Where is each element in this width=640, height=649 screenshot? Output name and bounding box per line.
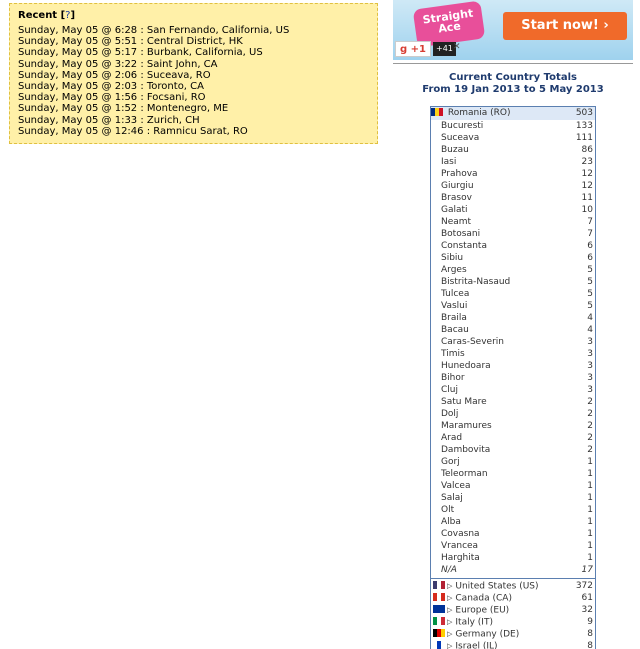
region-count: 11 [581,193,593,203]
region-count: 3 [587,337,593,347]
region-count: 5 [587,265,593,275]
country-count: 9 [587,617,593,627]
region-row [431,492,595,504]
region-row [431,444,595,456]
recent-help-link[interactable]: ? [65,10,71,21]
region-count: 1 [587,541,593,551]
recent-item: Sunday, May 05 @ 5:51 : Central District, HK [18,36,243,48]
country-row[interactable] [431,640,595,649]
flag-icon [433,593,445,601]
region-name: Bacau [441,325,469,335]
country-row[interactable] [431,604,595,616]
region-name: Braila [441,313,467,323]
recent-title-text: Recent [18,10,58,21]
region-row [431,564,595,576]
region-count: 1 [587,481,593,491]
country-name: Canada (CA) [455,593,512,604]
region-count: 23 [581,157,593,167]
region-count: 4 [587,325,593,335]
region-count: 10 [581,205,593,215]
expand-arrow-icon[interactable]: ▷ [447,582,453,590]
region-row [431,480,595,492]
country-row[interactable] [431,628,595,640]
region-count: 7 [587,229,593,239]
country-name: Romania (RO) [447,108,511,118]
region-name: Sibiu [441,253,464,263]
region-name: Caras-Severin [441,337,504,347]
region-row [431,300,595,312]
region-name: Cluj [441,385,458,395]
country-name: United States (US) [455,581,539,592]
recent-panel [9,3,378,144]
region-row [431,240,595,252]
country-list [431,580,595,649]
region-name: Botosani [441,229,481,239]
region-name: Neamt [441,217,472,227]
region-row [431,408,595,420]
region-row [431,204,595,216]
region-row [431,432,595,444]
region-count: 3 [587,373,593,383]
region-name: Arges [441,265,467,275]
gplus-button[interactable]: g +1 [395,41,431,57]
region-name: Teleorman [441,469,488,479]
region-name: Suceava [441,133,480,143]
region-name: Dolj [441,409,459,419]
region-count: 6 [587,253,593,263]
expand-arrow-icon[interactable]: ▷ [447,594,453,602]
country-row-romania[interactable] [431,107,595,120]
region-row [431,132,595,144]
region-row [431,516,595,528]
region-count: 12 [581,181,593,191]
country-totals-table [430,106,596,649]
gplus-count: +41 [433,42,456,56]
region-name: Vrancea [441,541,479,551]
region-name: N/A [441,565,457,575]
region-name: Iasi [441,157,457,167]
region-count: 1 [587,469,593,479]
region-count: 5 [587,277,593,287]
region-row [431,384,595,396]
ad-brand-logo: Straight Ace [413,0,486,47]
totals-range: From 19 Jan 2013 to 5 May 2013 [422,84,604,95]
region-row [431,360,595,372]
recent-item: Sunday, May 05 @ 2:03 : Toronto, CA [18,81,204,93]
region-row [431,264,595,276]
region-count: 2 [587,433,593,443]
country-count: 503 [575,108,593,118]
recent-item: Sunday, May 05 @ 6:28 : San Fernando, California, US [18,25,290,36]
country-row[interactable] [431,580,595,592]
ad-banner[interactable] [393,0,633,60]
region-row [431,348,595,360]
region-row [431,252,595,264]
country-name: Italy (IT) [455,617,493,628]
region-name: Bistrita-Nasaud [441,277,511,287]
region-name: Arad [441,433,463,443]
region-count: 111 [575,133,593,143]
region-name: Covasna [441,529,480,539]
region-count: 1 [587,457,593,467]
region-count: 5 [587,289,593,299]
flag-icon [433,629,445,637]
region-name: Giurgiu [441,181,474,191]
country-count: 8 [587,641,593,649]
divider [393,63,633,64]
flag-icon [433,581,445,589]
flag-icon [433,617,445,625]
region-count: 3 [587,349,593,359]
country-name: Germany (DE) [455,629,520,640]
region-name: Bucuresti [441,121,484,131]
region-count: 6 [587,241,593,251]
region-name: Harghita [441,553,480,563]
region-name: Buzau [441,145,469,155]
divider [431,578,595,579]
region-count: 1 [587,505,593,515]
country-name: Israel (IL) [455,641,498,649]
region-row [431,144,595,156]
recent-item: Sunday, May 05 @ 1:56 : Focsani, RO [18,92,206,104]
region-row [431,120,595,132]
flag-icon [433,641,445,649]
region-name: Constanta [441,241,487,251]
region-name: Olt [441,505,455,515]
region-name: Bihor [441,373,465,383]
region-count: 5 [587,301,593,311]
expand-arrow-icon[interactable]: ▷ [447,618,453,626]
region-row [431,288,595,300]
country-count: 32 [581,605,593,615]
region-name: Satu Mare [441,397,487,407]
country-count: 372 [575,581,593,591]
region-row [431,276,595,288]
expand-arrow-icon[interactable]: ▷ [447,630,453,638]
ad-social [395,40,456,58]
region-count: 1 [587,517,593,527]
region-name: Hunedoara [441,361,491,371]
region-row [431,540,595,552]
recent-title: Recent [?] [18,10,76,21]
flag-icon [433,605,445,613]
recent-item: Sunday, May 05 @ 5:17 : Burbank, California, US [18,47,263,59]
recent-item: Sunday, May 05 @ 3:22 : Saint John, CA [18,58,218,70]
region-count: 17 [581,565,593,575]
region-name: Gorj [441,457,460,467]
region-row [431,324,595,336]
region-row [431,156,595,168]
region-row [431,420,595,432]
region-count: 2 [587,409,593,419]
region-row [431,216,595,228]
recent-item: Sunday, May 05 @ 1:52 : Montenegro, ME [18,103,229,115]
romania-flag-icon [431,108,443,116]
totals-title: Current Country Totals [449,72,577,83]
region-name: Salaj [441,493,463,503]
country-name: Europe (EU) [455,605,510,616]
country-count: 61 [581,593,593,603]
region-name: Dambovita [441,445,491,455]
region-count: 7 [587,217,593,227]
region-row [431,168,595,180]
expand-arrow-icon[interactable]: ▷ [447,642,453,649]
region-count: 1 [587,493,593,503]
country-count: 8 [587,629,593,639]
region-name: Valcea [441,481,471,491]
region-count: 1 [587,529,593,539]
region-count: 4 [587,313,593,323]
country-row[interactable] [431,616,595,628]
region-name: Prahova [441,169,478,179]
region-count: 3 [587,385,593,395]
region-row [431,228,595,240]
recent-list [18,25,369,137]
recent-item: Sunday, May 05 @ 2:06 : Suceava, RO [18,69,211,81]
region-row [431,468,595,480]
region-row [431,552,595,564]
ad-start-button[interactable]: Start now! › [503,12,627,40]
region-count: 1 [587,553,593,563]
region-name: Maramures [441,421,492,431]
recent-item: Sunday, May 05 @ 1:33 : Zurich, CH [18,114,200,126]
region-name: Tulcea [441,289,470,299]
region-row [431,336,595,348]
region-row [431,504,595,516]
expand-arrow-icon[interactable]: ▷ [447,606,453,614]
region-row [431,312,595,324]
region-row [431,528,595,540]
region-name: Timis [441,349,465,359]
region-list [431,120,595,576]
region-count: 2 [587,445,593,455]
region-count: 86 [581,145,593,155]
region-row [431,396,595,408]
close-icon[interactable]: ✕ [453,42,461,52]
region-count: 12 [581,169,593,179]
region-count: 133 [575,121,593,131]
region-count: 3 [587,361,593,371]
region-row [431,180,595,192]
region-name: Brasov [441,193,472,203]
region-row [431,372,595,384]
region-row [431,192,595,204]
region-name: Alba [441,517,461,527]
recent-item: Sunday, May 05 @ 12:46 : Ramnicu Sarat, RO [18,125,248,137]
region-name: Vaslui [441,301,468,311]
region-count: 2 [587,397,593,407]
region-count: 2 [587,421,593,431]
region-row [431,456,595,468]
region-name: Galati [441,205,468,215]
country-row[interactable] [431,592,595,604]
totals-heading [393,72,633,96]
